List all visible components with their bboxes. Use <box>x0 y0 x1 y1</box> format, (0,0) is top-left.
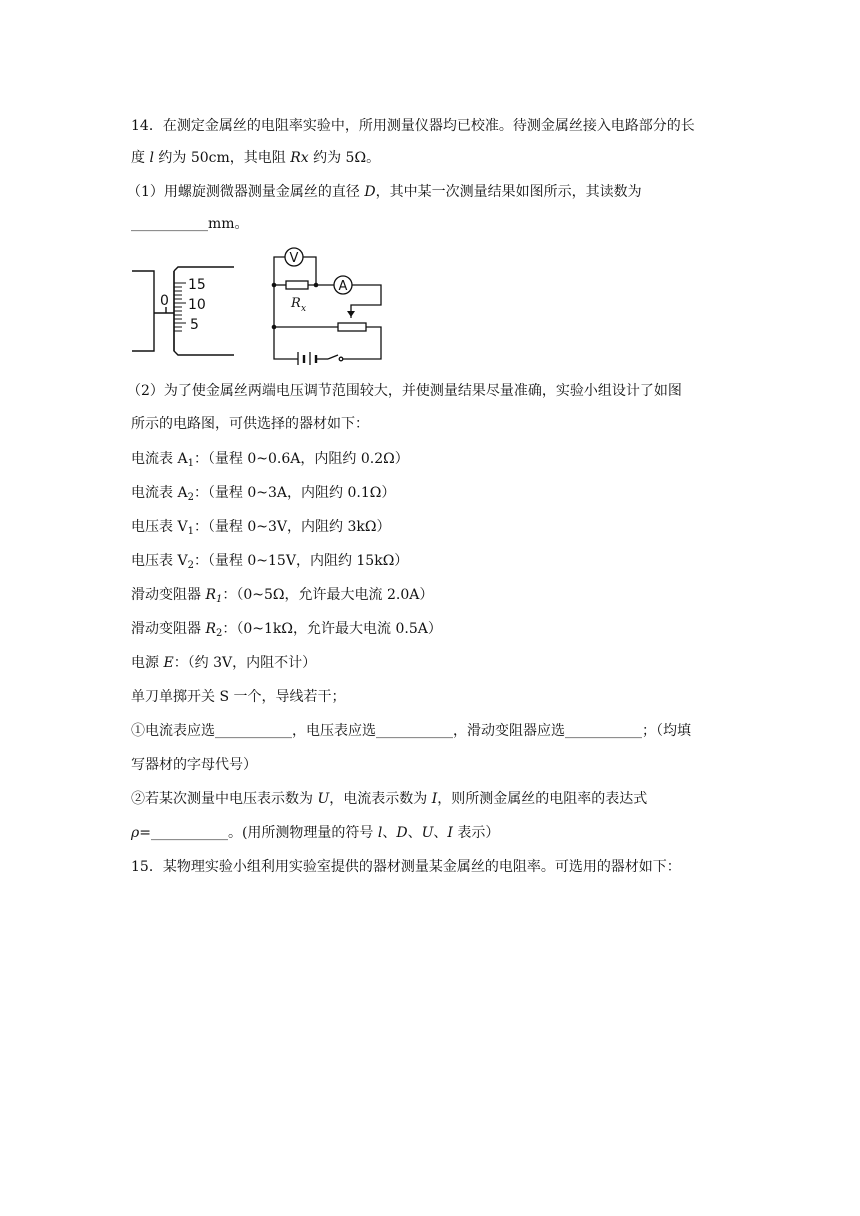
text: =___________。(用所测物理量的符号 <box>139 825 378 841</box>
length-symbol: l <box>149 150 154 166</box>
text: ：（量程 0~3V，内阻约 3kΩ） <box>193 519 391 535</box>
text: （1）用螺旋测微器测量金属丝的直径 <box>127 184 365 200</box>
rheostat-right-wire <box>343 327 381 359</box>
text: ：（约 3V，内阻不计） <box>173 655 317 671</box>
symbol: R <box>205 621 216 637</box>
micrometer-zero-label: 0 <box>160 293 169 309</box>
symbol: l <box>377 825 383 841</box>
symbol: E <box>163 655 174 671</box>
q14-sub1-line1[interactable]: ①电流表应选___________，电压表应选___________，滑动变阻器应选___________；（均填 <box>131 723 691 739</box>
equipment-item <box>131 551 408 576</box>
micrometer-tick-15: 15 <box>188 277 206 293</box>
junction-dot <box>272 283 277 288</box>
symbol: R <box>205 587 216 603</box>
text: 表示） <box>452 825 500 841</box>
micrometer-thimble-ticks <box>174 283 186 331</box>
text: ，则所测金属丝的电阻率的表达式 <box>437 791 648 807</box>
ammeter-to-slider-wire <box>351 285 381 318</box>
q14-figure <box>128 245 398 365</box>
text: 电流表 A <box>131 485 188 501</box>
subscript: 2 <box>187 560 194 571</box>
text: 电压表 V <box>131 519 188 535</box>
text: 、 <box>433 825 448 841</box>
current-symbol: I <box>431 791 438 807</box>
text: ，其中某一次测量结果如图所示，其读数为 <box>375 184 642 200</box>
q14-part1-blank[interactable]: ___________mm。 <box>131 216 249 232</box>
text: ：（0~5Ω，允许最大电流 2.0A） <box>222 587 434 603</box>
voltmeter-wire-left <box>274 257 285 285</box>
rx-resistor <box>286 281 308 289</box>
micrometer-sleeve-outline <box>132 271 154 351</box>
subscript: 1 <box>216 594 223 605</box>
text: ：（量程 0~0.6A，内阻约 0.2Ω） <box>193 451 409 467</box>
slider-arrow-icon <box>347 311 355 317</box>
micrometer-figure <box>132 267 234 355</box>
text: ：（量程 0~15V，内阻约 15kΩ） <box>193 553 409 569</box>
symbol: D <box>396 825 408 841</box>
text: 约为 50cm，其电阻 <box>153 150 291 166</box>
text: 电压表 V <box>131 553 188 569</box>
q14-intro-line1: 14．在测定金属丝的电阻率实验中，所用测量仪器均已校准。待测金属丝接入电路部分的长 <box>131 118 695 134</box>
q14-sub1-line2: 写器材的字母代号） <box>131 757 257 773</box>
text: 、 <box>407 825 422 841</box>
rx-label: R <box>291 296 301 311</box>
junction-dot <box>314 283 319 288</box>
rheostat-body <box>338 323 366 331</box>
switch-contact <box>339 357 343 361</box>
micrometer-tick-5: 5 <box>190 317 199 333</box>
text: ②若某次测量中电压表示数为 <box>131 791 318 807</box>
equipment-item <box>131 517 391 542</box>
equipment-item <box>131 653 316 673</box>
q14-sub2-line <box>131 789 647 809</box>
subscript: 1 <box>187 526 194 537</box>
text: ：（量程 0~3A，内阻约 0.1Ω） <box>193 485 396 501</box>
q14-intro-line2 <box>131 148 380 168</box>
subscript: 1 <box>187 458 194 469</box>
resistance-symbol: Rx <box>290 150 309 166</box>
rx-subscript: x <box>301 304 307 314</box>
equipment-item <box>131 483 395 508</box>
equipment-item <box>131 449 409 474</box>
q14-part2-line1: （2）为了使金属丝两端电压调节范围较大，并使测量结果尽量准确，实验小组设计了如图 <box>127 383 682 399</box>
equipment-item <box>131 585 433 610</box>
switch-blade <box>328 355 338 359</box>
switch-line: 单刀单掷开关 S 一个，导线若干； <box>131 689 346 705</box>
text: ：（0~1kΩ，允许最大电流 0.5A） <box>222 621 442 637</box>
voltage-symbol: U <box>317 791 330 807</box>
junction-dot <box>272 325 277 330</box>
voltmeter-label: V <box>289 251 299 266</box>
text: 滑动变阻器 <box>131 621 206 637</box>
diameter-symbol: D <box>364 184 376 200</box>
symbol: I <box>447 825 453 841</box>
text: 滑动变阻器 <box>131 587 206 603</box>
text: 电流表 A <box>131 451 188 467</box>
text: 度 <box>131 150 150 166</box>
text: ，电流表示数为 <box>329 791 432 807</box>
ammeter-label: A <box>338 279 348 294</box>
subscript: 2 <box>187 492 194 503</box>
text: 约为 5Ω。 <box>308 150 381 166</box>
q14-part1-line <box>127 182 642 202</box>
q14-part2-line2: 所示的电路图，可供选择的器材如下： <box>131 416 369 432</box>
rho-symbol: ρ <box>131 825 140 841</box>
subscript: 2 <box>216 628 223 639</box>
micrometer-tick-10: 10 <box>188 297 206 313</box>
text: 电源 <box>131 655 164 671</box>
symbol: U <box>421 825 434 841</box>
equipment-item <box>131 619 442 644</box>
q14-rho-line[interactable] <box>131 823 499 843</box>
q15-line: 15．某物理实验小组利用实验室提供的器材测量某金属丝的电阻率。可选用的器材如下： <box>131 859 681 875</box>
text: 、 <box>382 825 397 841</box>
